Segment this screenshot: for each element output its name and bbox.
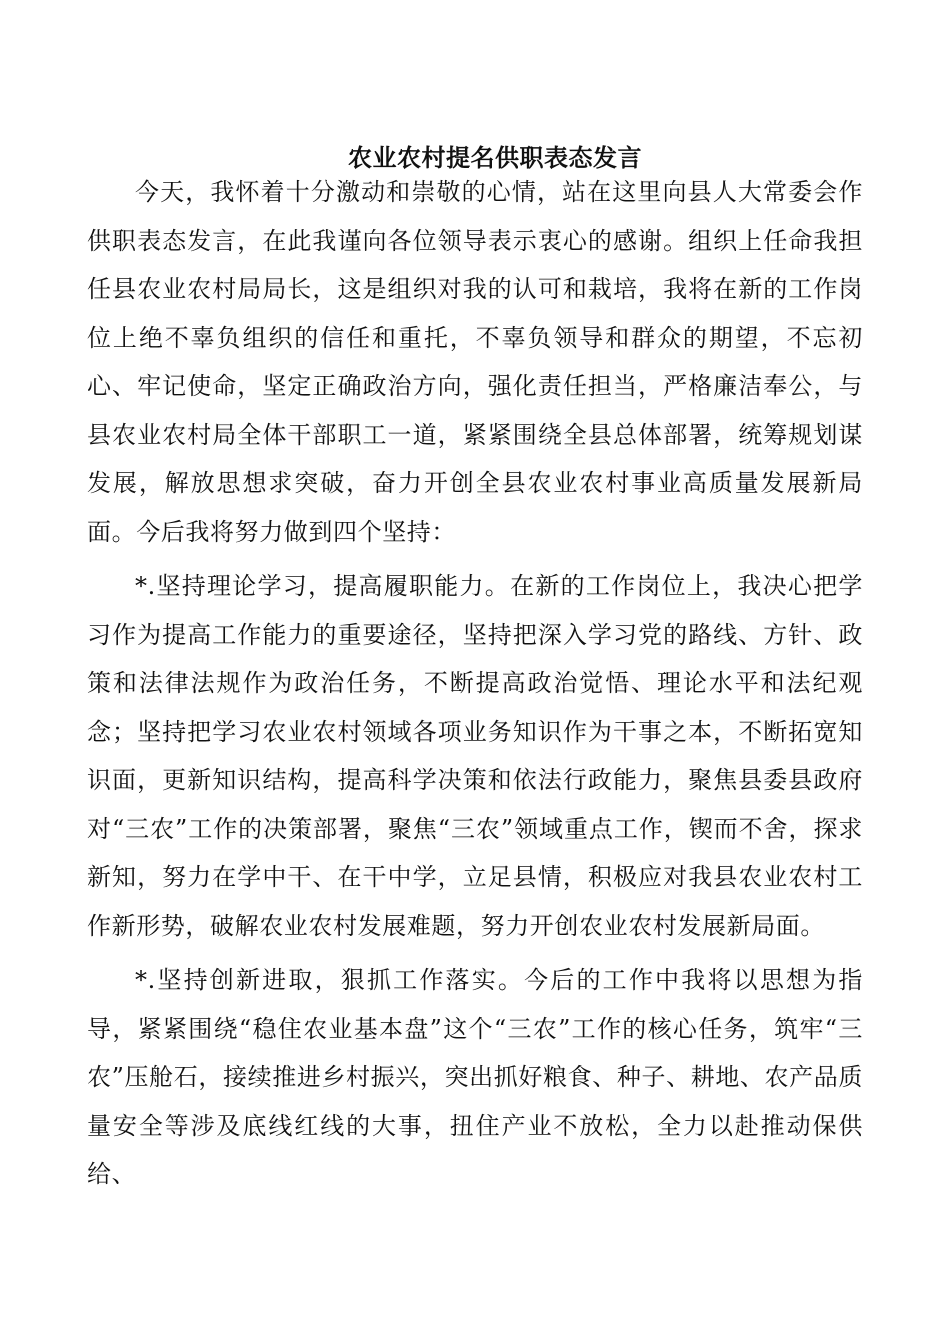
paragraph-point-study: *.坚持理论学习，提高履职能力。在新的工作岗位上，我决心把学习作为提高工作能力的重要途径，坚持把深入学习党的路线、方针、政策和法律法规作为政治任务，不断提高政治觉悟、理论水平和法纪观念；坚持把学习农业农村领域各项业务知识作为干事之本，不断拓宽知识面，更新知识结构，提高科学决策和依法行政能力，聚焦县委县政府对“三农”工作的决策部署，聚焦“三农”领域重点工作，锲而不舍，探求新知，努力在学中干、在干中学，立足县情，积极应对我县农业农村工作新形势，破解农业农村发展难题，努力开创农业农村发展新局面。 [87, 572, 863, 940]
document-body [87, 168, 863, 1199]
paragraph-intro: 今天，我怀着十分激动和崇敬的心情，站在这里向县人大常委会作供职表态发言，在此我谨向各位领导表示衷心的感谢。组织上任命我担任县农业农村局局长，这是组织对我的认可和栽培，我将在新的工作岗位上绝不辜负组织的信任和重托，不辜负领导和群众的期望，不忘初心、牢记使命，坚定正确政治方向，强化责任担当，严格廉洁奉公，与县农业农村局全体干部职工一道，紧紧围绕全县总体部署，统筹规划谋发展，解放思想求突破，奋力开创全县农业农村事业高质量发展新局面。今后我将努力做到四个坚持： [87, 178, 863, 546]
paragraph-point-innovation: *.坚持创新进取，狠抓工作落实。今后的工作中我将以思想为指导，紧紧围绕“稳住农业基本盘”这个“三农”工作的核心任务，筑牢“三农”压舱石，接续推进乡村振兴，突出抓好粮食、种子、耕地、农产品质量安全等涉及底线红线的大事，扭住产业不放松，全力以赴推动保供给、 [87, 966, 863, 1188]
document-title: 农业农村提名供职表态发言 [348, 143, 642, 172]
